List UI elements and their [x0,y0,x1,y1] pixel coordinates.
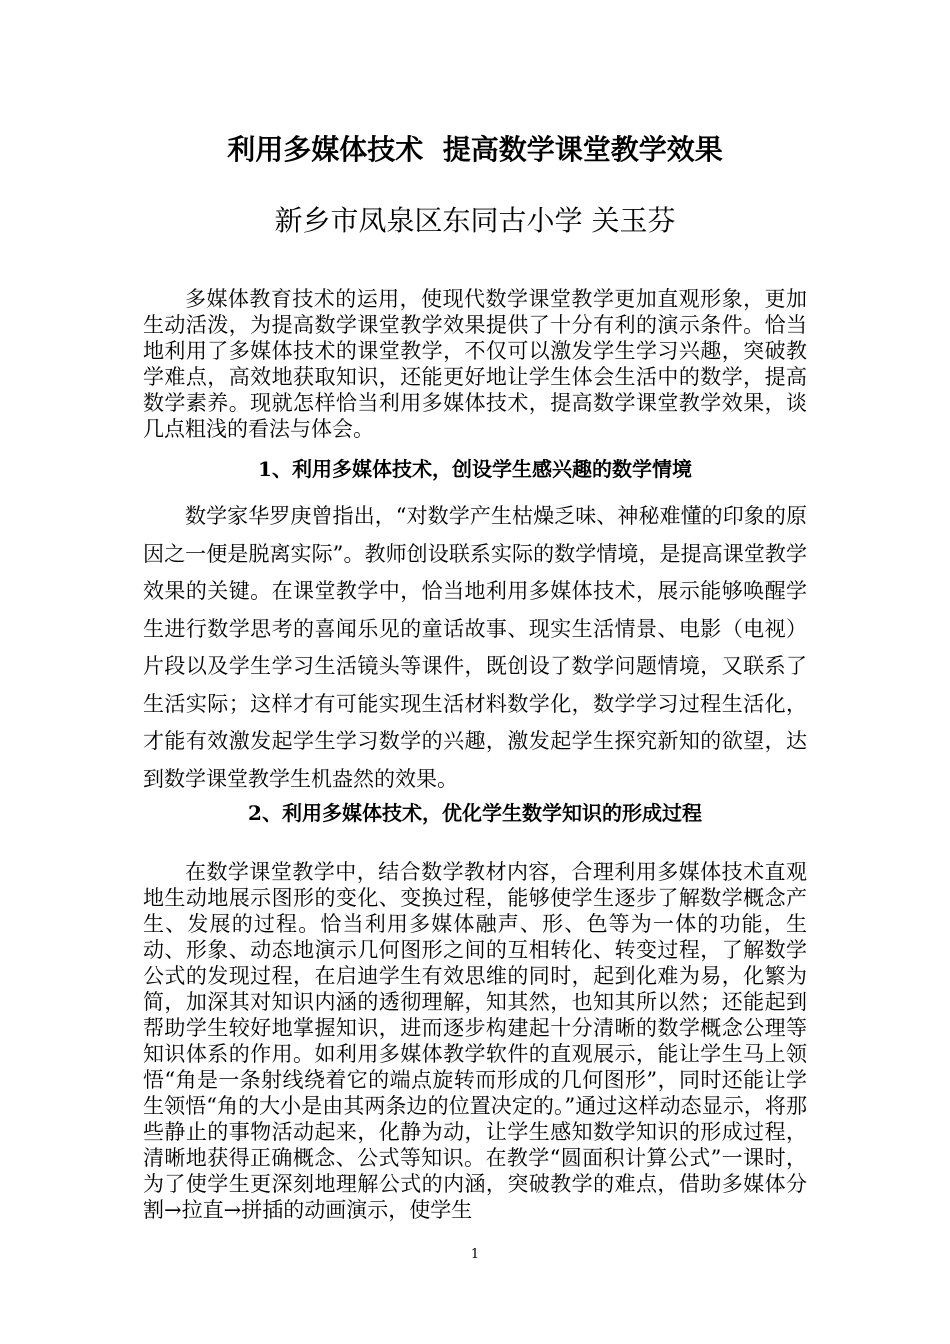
page-number: 1 [470,1247,480,1262]
document-title: 利用多媒体技术 提高数学课堂教学效果 [227,133,723,166]
section-2-heading: 2、利用多媒体技术，优化学生数学知识的形成过程 [248,801,702,825]
section-2-paragraph: 在数学课堂教学中，结合数学教材内容，合理利用多媒体技术直观地生动地展示图形的变化、变换过程，能够使学生逐步了解数学概念产生、发展的过程。恰当利用多媒体融声、形、色等为一体的功能，生动、形象、动态地演示几何图形之间的互相转化、转变过程，了解数学公式的发现过程，在启迪学生有效思维的同时，起到化难为易，化繁为简，加深其对知识内涵的透彻理解，知其然，也知其所以然；还能起到帮助学生较好地掌握知识，进而逐步构建起十分清晰的数学概念公理等知识体系的作用。如利用多媒体教学软件的直观展示，能让学生马上领悟“角是一条射线绕着它的端点旋转而形成的几何图形”，同时还能让学生领悟“角的大小是由其两条边的位置决定的。”通过这样动态显示，将那些静止的事物活动起来，化静为动，让学生感知数学知识的形成过程，清晰地获得正确概念、公式等知识。在教学“圆面积计算公式”一课时，为了使学生更深刻地理解公式的内涵，突破教学的难点，借助多媒体分割→拉直→拼插的动画演示，使学生 [143,860,807,1222]
section-1-paragraph: 数学家华罗庚曾指出，“对数学产生枯燥乏味、神秘难懂的印象的原因之一便是脱离实际”。教师创设联系实际的数学情境，是提高课堂教学效果的关键。在课堂教学中，恰当地利用多媒体技术，展示能够唤醒学生进行数学思考的喜闻乐见的童话故事、现实生活情景、电影（电视）片段以及学生学习生活镜头等课件，既创设了数学问题情境，又联系了生活实际；这样才有可能实现生活材料数学化，数学学习过程生活化，才能有效激发起学生学习数学的兴趣，激发起学生探究新知的欲望，达到数学课堂教学生机盎然的效果。 [143,504,807,791]
intro-paragraph: 多媒体教育技术的运用，使现代数学课堂教学更加直观形象，更加生动活泼，为提高数学课堂教学效果提供了十分有利的演示条件。恰当地利用了多媒体技术的课堂教学，不仅可以激发学生学习兴趣，突破教学难点，高效地获取知识，还能更好地让学生体会生活中的数学，提高数学素养。现就怎样恰当利用多媒体技术，提高数学课堂教学效果，谈几点粗浅的看法与体会。 [143,287,807,441]
section-1-heading: 1、利用多媒体技术，创设学生感兴趣的数学情境 [258,457,692,481]
document-author: 新乡市凤泉区东同古小学 关玉芬 [274,204,676,237]
